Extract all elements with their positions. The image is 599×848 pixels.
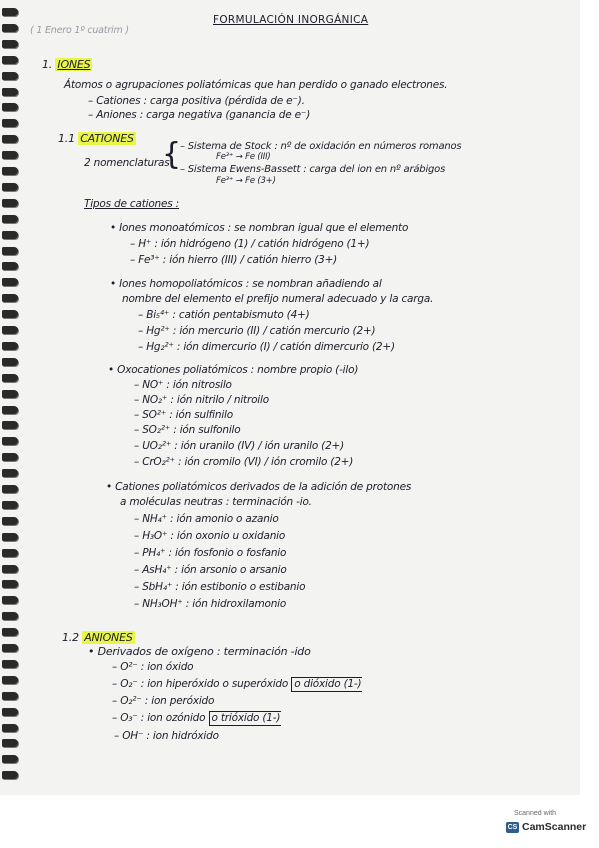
binding-coil (2, 755, 18, 763)
binding-coil (2, 517, 18, 525)
binding-coil (2, 358, 18, 366)
homopolyatomic-hg: – Hg²⁺ : ión mercurio (II) / catión mercurio (2+) (138, 325, 376, 337)
oxygen-derivatives: • Derivados de oxígeno : terminación -ido (88, 645, 311, 658)
page-title: FORMULACIÓN INORGÁNICA (213, 14, 369, 26)
binding-coil (2, 453, 18, 461)
anion-ozonide-alt: o trióxido (1-) (209, 711, 282, 726)
binding-coil (2, 40, 18, 48)
binding-coil (2, 628, 18, 636)
oxocation-uo2: – UO₂²⁺ : ión uranilo (IV) / ión uranilo (2+) (134, 440, 345, 452)
binding-coil (2, 342, 18, 350)
stock-example: Fe³⁺ → Fe (III) (216, 152, 271, 162)
section-cations-heading (58, 132, 136, 145)
protonated-sbh4: – SbH₄⁺ : ión estibonio o estibanio (134, 581, 306, 593)
binding-coil (2, 24, 18, 32)
page-date: ( 1 Enero 1º cuatrim ) (30, 25, 129, 36)
binding-coil (2, 8, 18, 16)
binding-coil (2, 262, 18, 270)
homopolyatomic-desc: nombre del elemento el prefijo numeral adecuado y la carga. (122, 293, 434, 305)
binding-coil (2, 390, 18, 398)
anion-ozonide (112, 711, 281, 726)
binding-coil (2, 247, 18, 255)
section-ions-heading (42, 58, 92, 71)
binding-coil (2, 151, 18, 159)
binding-coil (2, 421, 18, 429)
section-cations-label: CATIONES (80, 132, 134, 145)
binding-coil (2, 644, 18, 652)
section-ions-number: 1. (42, 58, 53, 71)
anion-peroxide: – O₂²⁻ : ion peróxido (112, 695, 215, 707)
protonated-ash4: – AsH₄⁺ : ión arsonio o arsanio (134, 564, 287, 576)
monoatomic-h: – H⁺ : ión hidrógeno (1) / catión hidrógeno (1+) (130, 238, 370, 250)
protonated-nh3oh: – NH₃OH⁺ : ión hidroxilamonio (134, 598, 287, 610)
binding-coil (2, 739, 18, 747)
binding-coil (2, 294, 18, 302)
binding-coil (2, 580, 18, 588)
binding-coil (2, 215, 18, 223)
oxocation-so2: – SO₂²⁺ : ión sulfonilo (134, 424, 241, 436)
binding-coil (2, 660, 18, 668)
binding-coil (2, 183, 18, 191)
oxocation-no: – NO⁺ : ión nitrosilo (134, 379, 232, 391)
binding-coil (2, 406, 18, 414)
nomenclatures-label: 2 nomenclaturas (84, 157, 170, 169)
oxocation-so: – SO²⁺ : ión sulfinilo (134, 409, 233, 421)
camscanner-logo-icon: CS (507, 824, 518, 831)
cation-types-heading: Tipos de cationes : (84, 198, 180, 210)
binding-coil (2, 167, 18, 175)
section-anions-label: ANIONES (84, 631, 133, 644)
binding-coil (2, 231, 18, 239)
oxocation-no2: – NO₂⁺ : ión nitrilo / nitroilo (134, 394, 269, 406)
binding-coil (2, 326, 18, 334)
homopolyatomic-ions: • Iones homopoliatómicos : se nombran añadiendo al (110, 278, 382, 290)
binding-coil (2, 278, 18, 286)
binding-coil (2, 724, 18, 732)
section-cations-number: 1.1 (58, 132, 75, 145)
binding-coil (2, 485, 18, 493)
anion-superoxide (112, 677, 362, 692)
oxocations: • Oxocationes poliatómicos : nombre propio (-ilo) (108, 364, 359, 376)
ewens-example: Fe³⁺ → Fe (3+) (216, 176, 276, 186)
protonated-cations: • Cationes poliatómicos derivados de la adición de protones (106, 481, 412, 493)
section-anions-heading (62, 631, 135, 644)
binding-coil (2, 374, 18, 382)
binding-coil (2, 56, 18, 64)
section-anions-number: 1.2 (62, 631, 79, 644)
binding-coil (2, 596, 18, 604)
binding-coil (2, 708, 18, 716)
protonated-h3o: – H₃O⁺ : ión oxonio u oxidanio (134, 530, 286, 542)
ewens-system: – Sistema Ewens-Bassett : carga del ion en nº arábigos (180, 164, 446, 175)
binding-coil (2, 469, 18, 477)
anion-ozonide-label: – O₃⁻ : ion ozónido (112, 712, 206, 724)
binding-coil (2, 88, 18, 96)
anion-oxide: – O²⁻ : ion óxido (112, 661, 194, 673)
oxocation-cro2: – CrO₂²⁺ : ión cromilo (VI) / ión cromilo (2+) (134, 456, 354, 468)
binding-coil (2, 676, 18, 684)
binding-coil (2, 199, 18, 207)
binding-coil (2, 565, 18, 573)
section-ions-label: IONES (57, 58, 91, 71)
handwritten-notes (30, 0, 580, 795)
ions-anions-bullet: – Aniones : carga negativa (ganancia de e⁻) (88, 109, 311, 121)
monoatomic-fe: – Fe³⁺ : ión hierro (III) / catión hierro (3+) (130, 254, 338, 266)
scanned-with-text: Scanned with (514, 810, 557, 817)
anion-hydroxide: – OH⁻ : ion hidróxido (114, 730, 219, 742)
binding-coil (2, 72, 18, 80)
homopolyatomic-hg2: – Hg₂²⁺ : ión dimercurio (I) / catión dimercurio (2+) (138, 341, 395, 353)
protonated-nh4: – NH₄⁺ : ión amonio o azanio (134, 513, 279, 525)
binding-coil (2, 533, 18, 541)
binding-coil (2, 612, 18, 620)
binding-coil (2, 549, 18, 557)
binding-coil (2, 310, 18, 318)
monoatomic-ions: • Iones monoatómicos : se nombran igual que el elemento (110, 222, 409, 234)
homopolyatomic-bi: – Bi₅⁴⁺ : catión pentabismuto (4+) (138, 309, 310, 321)
protonated-ph4: – PH₄⁺ : ión fosfonio o fosfanio (134, 547, 287, 559)
ions-definition: Átomos o agrupaciones poliatómicas que han perdido o ganado electrones. (64, 79, 448, 91)
protonated-cations-desc: a moléculas neutras : terminación -io. (120, 496, 312, 508)
binding-coil (2, 771, 18, 779)
binding-coil (2, 692, 18, 700)
spiral-binding-icon (2, 8, 22, 788)
nomenclatures-brace: { (162, 137, 182, 172)
binding-coil (2, 103, 18, 111)
ions-cations-bullet: – Cationes : carga positiva (pérdida de e⁻). (88, 95, 305, 107)
camscanner-brand: CamScanner (522, 821, 587, 833)
binding-coil (2, 119, 18, 127)
stock-system: – Sistema de Stock : nº de oxidación en números romanos (180, 141, 462, 152)
binding-coil (2, 437, 18, 445)
binding-coil (2, 501, 18, 509)
binding-coil (2, 135, 18, 143)
camscanner-badge (500, 809, 586, 841)
anion-superoxide-alt: o dióxido (1-) (291, 677, 362, 692)
anion-superoxide-label: – O₂⁻ : ion hiperóxido o superóxido (112, 678, 289, 690)
